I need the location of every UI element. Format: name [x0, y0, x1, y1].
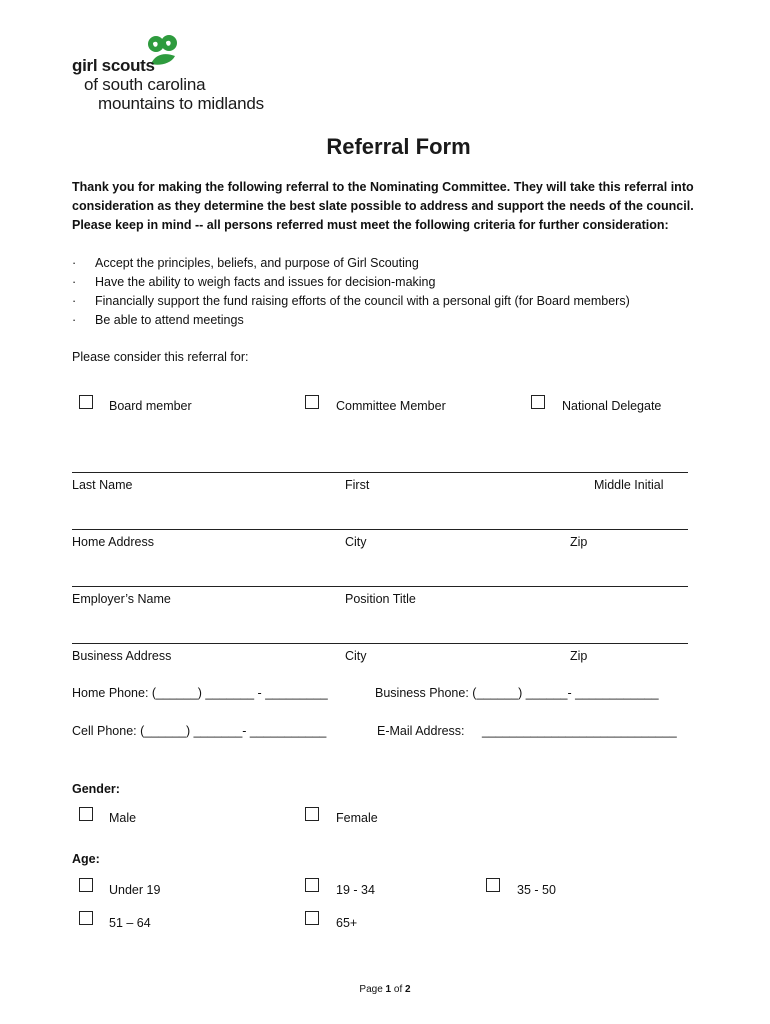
consider-prompt: Please consider this referral for:	[72, 350, 249, 364]
age-under-19-checkbox[interactable]	[79, 878, 93, 892]
criteria-item: · Financially support the fund raising efforts of the council with a personal gift (for Board members)	[72, 292, 630, 311]
logo-line-3: mountains to midlands	[98, 94, 264, 113]
last-name-label: Last Name	[72, 478, 133, 492]
age-51-64-label: 51 – 64	[109, 916, 151, 930]
business-phone-field[interactable]: Business Phone: (______) ______- ____________	[375, 686, 659, 700]
logo-line-2: of south carolina	[84, 75, 206, 94]
bullet-icon: ·	[72, 294, 77, 308]
email-field[interactable]: ____________________________	[482, 724, 677, 738]
name-line[interactable]	[72, 472, 688, 473]
home-address-label: Home Address	[72, 535, 154, 549]
gender-heading: Gender:	[72, 782, 120, 796]
national-delegate-checkbox[interactable]	[531, 395, 545, 409]
gender-male-label: Male	[109, 811, 137, 825]
age-19-34-checkbox[interactable]	[305, 878, 319, 892]
page-total: 2	[405, 984, 411, 995]
gender-female-checkbox[interactable]	[305, 807, 319, 821]
criteria-list	[72, 254, 630, 330]
age-51-64-checkbox[interactable]	[79, 911, 93, 925]
age-35-50-checkbox[interactable]	[486, 878, 500, 892]
page-footer	[0, 984, 770, 995]
position-title-label: Position Title	[345, 592, 416, 606]
page-footer-middle: of	[391, 984, 406, 995]
business-address-line[interactable]	[72, 643, 688, 644]
intro-paragraph: Thank you for making the following referral to the Nominating Committee. They will take this referral into consideration as they determine the best slate possible to address and support the needs of the council. Please keep in mind -- all persons referred must meet the following criteria for further consideration:	[72, 180, 694, 232]
age-65-plus-label: 65+	[336, 916, 358, 930]
cell-phone-field[interactable]: Cell Phone: (______) _______- ___________	[72, 724, 327, 738]
bullet-icon: ·	[72, 313, 77, 327]
email-label: E-Mail Address:	[377, 724, 465, 738]
national-delegate-label: National Delegate	[562, 399, 662, 413]
business-address-label: Business Address	[72, 649, 172, 663]
age-35-50-label: 35 - 50	[517, 883, 556, 897]
middle-initial-label: Middle Initial	[594, 478, 664, 492]
age-19-34-label: 19 - 34	[336, 883, 375, 897]
page-footer-prefix: Page	[359, 984, 386, 995]
home-phone-field[interactable]: Home Phone: (______) _______ - _________	[72, 686, 328, 700]
age-65-plus-checkbox[interactable]	[305, 911, 319, 925]
committee-member-checkbox[interactable]	[305, 395, 319, 409]
bullet-icon: ·	[72, 275, 77, 289]
business-zip-label: Zip	[570, 649, 588, 663]
home-zip-label: Zip	[570, 535, 588, 549]
page-title: Referral Form	[326, 134, 471, 159]
first-name-label: First	[345, 478, 370, 492]
home-address-line[interactable]	[72, 529, 688, 530]
committee-member-label: Committee Member	[336, 399, 446, 413]
criteria-item: · Be able to attend meetings	[72, 311, 630, 330]
business-city-label: City	[345, 649, 367, 663]
gender-female-label: Female	[336, 811, 378, 825]
logo	[70, 34, 270, 114]
board-member-label: Board member	[109, 399, 192, 413]
age-heading: Age:	[72, 852, 100, 866]
bullet-icon: ·	[72, 256, 77, 270]
criteria-item: · Accept the principles, beliefs, and purpose of Girl Scouting	[72, 254, 630, 273]
age-under-19-label: Under 19	[109, 883, 161, 897]
employer-line[interactable]	[72, 586, 688, 587]
criteria-item: · Have the ability to weigh facts and issues for decision-making	[72, 273, 630, 292]
board-member-checkbox[interactable]	[79, 395, 93, 409]
logo-line-1: girl scouts	[72, 56, 155, 75]
gender-male-checkbox[interactable]	[79, 807, 93, 821]
page-current: 1	[385, 984, 392, 995]
employer-name-label: Employer’s Name	[72, 592, 171, 606]
home-city-label: City	[345, 535, 367, 549]
